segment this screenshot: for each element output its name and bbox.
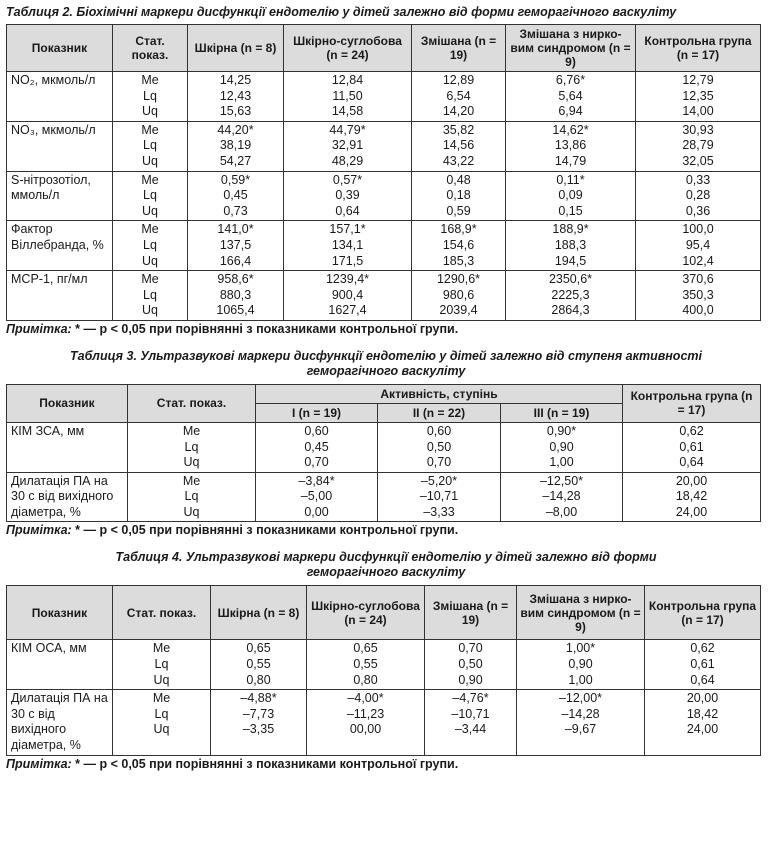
note-text: * — р < 0,05 при порівнянні з показниками контрольної групи. — [71, 523, 459, 538]
table-3-caption — [6, 349, 766, 379]
value-cell — [307, 640, 425, 690]
value-cell — [636, 121, 761, 171]
value-cell — [645, 640, 761, 690]
value: 54,27 — [219, 153, 252, 168]
value: 0,90* — [546, 423, 577, 438]
value-cell — [506, 171, 636, 221]
header-degree-1: I (n = 19) — [256, 403, 378, 422]
value: 0,64 — [690, 672, 715, 687]
value: 0,36 — [685, 203, 711, 218]
value: 24,00 — [686, 722, 719, 737]
value: 102,4 — [682, 253, 714, 268]
value: 32,91 — [331, 138, 364, 153]
value: 880,3 — [219, 287, 252, 302]
value: 0,80 — [353, 672, 378, 687]
value-cell — [307, 690, 425, 755]
value: 0,55 — [246, 657, 271, 672]
value: –8,00 — [545, 504, 578, 519]
value: 1,00* — [565, 641, 596, 656]
value: 12,35 — [682, 88, 714, 103]
value: 350,3 — [682, 287, 714, 302]
value: 0,28 — [685, 188, 711, 203]
value: 958,6* — [217, 272, 254, 287]
value: 28,79 — [682, 138, 714, 153]
value-cell — [636, 171, 761, 221]
value: 14,25 — [219, 73, 252, 87]
stat-label: Uq — [142, 253, 158, 268]
value-cell — [378, 472, 501, 522]
value-cell — [412, 221, 506, 271]
value: 95,4 — [685, 237, 711, 252]
value: 171,5 — [331, 253, 364, 268]
value-cell — [188, 271, 284, 321]
note-label: Примітка: — [6, 756, 72, 771]
value: 188,3 — [554, 237, 587, 252]
value-cell — [412, 72, 506, 122]
header-skin-joint: Шкірно-суглобова (n = 24) — [284, 25, 412, 72]
table-2-caption: Таблиця 2. Біохімічні маркери дисфункції ендотелію у дітей залежно від форми геморагічного васкуліту — [6, 5, 677, 19]
stat-label: Me — [182, 423, 201, 438]
table-row — [7, 72, 761, 122]
value: –3,33 — [423, 504, 455, 519]
header-mixed: Змішана (n = 19) — [425, 586, 517, 640]
stat-cell — [128, 472, 256, 522]
value-cell — [501, 422, 623, 472]
value: 1239,4* — [325, 272, 370, 287]
value: 0,60 — [426, 423, 452, 438]
table-2-note — [6, 322, 766, 337]
stat-label: Lq — [154, 706, 169, 721]
indicator-label: КІМ ОСА, мм — [7, 640, 113, 690]
value: –4,76* — [452, 691, 489, 706]
table-row — [7, 690, 761, 755]
stat-label: Me — [182, 473, 201, 488]
value-cell — [425, 690, 517, 755]
header-control: Контрольна група (n = 17) — [623, 384, 761, 422]
value: 0,61 — [690, 657, 715, 672]
header-degree-3: III (n = 19) — [501, 403, 623, 422]
value: –12,00* — [558, 691, 603, 706]
table-4 — [6, 585, 761, 755]
value: 13,86 — [554, 138, 587, 153]
stat-label: Lq — [184, 489, 199, 504]
value: 0,00 — [304, 504, 329, 519]
stat-label: Uq — [142, 104, 158, 119]
value: 0,18 — [446, 188, 471, 203]
stat-label: Uq — [142, 303, 158, 318]
value: 0,55 — [353, 657, 378, 672]
value: 194,5 — [554, 253, 587, 268]
stat-label: Uq — [183, 455, 200, 470]
value: 0,45 — [223, 188, 248, 203]
table-4-note — [6, 757, 766, 772]
value: 18,42 — [686, 706, 719, 721]
value: 0,15 — [558, 203, 583, 218]
indicator-label: Дилатація ПА на 30 с від вихідного діаметра, % — [7, 472, 128, 522]
value: 11,50 — [332, 88, 363, 103]
value: 1627,4 — [328, 303, 367, 318]
value-cell — [506, 72, 636, 122]
table-row — [7, 221, 761, 271]
value: 14,56 — [442, 138, 475, 153]
value: 0,64 — [679, 455, 704, 470]
stat-label: Lq — [143, 237, 157, 252]
value: 48,29 — [331, 153, 364, 168]
value-cell — [284, 221, 412, 271]
indicator-label: S-нітрозотіол, ммоль/л — [7, 171, 113, 221]
value-cell — [188, 221, 284, 271]
value: 0,57* — [332, 172, 363, 187]
stat-label: Me — [152, 641, 171, 656]
value-cell — [256, 422, 378, 472]
value-cell — [412, 271, 506, 321]
value: –14,28 — [542, 489, 581, 504]
stat-label: Me — [141, 272, 159, 287]
value: 980,6 — [442, 287, 475, 302]
stat-cell — [128, 422, 256, 472]
value: 38,19 — [219, 138, 252, 153]
value: 370,6 — [682, 272, 714, 287]
value-cell — [188, 171, 284, 221]
value: 1065,4 — [216, 303, 255, 318]
stat-label: Lq — [143, 88, 157, 103]
stat-label: Uq — [153, 672, 170, 687]
value: 0,62 — [690, 641, 715, 656]
stat-label: Uq — [142, 203, 158, 218]
header-skin: Шкірна (n = 8) — [211, 586, 307, 640]
header-mixed-renal: Змішана з нирко-вим синдромом (n = 9) — [506, 25, 636, 72]
value-cell — [211, 690, 307, 755]
note-text: * — р < 0,05 при порівнянні з показниками контрольної групи. — [71, 321, 459, 336]
header-skin: Шкірна (n = 8) — [188, 25, 284, 72]
value: 100,0 — [682, 222, 714, 237]
table-3 — [6, 384, 761, 523]
header-indicator: Показник — [7, 586, 113, 640]
stat-cell — [113, 121, 188, 171]
value: 188,9* — [552, 222, 589, 237]
value: 0,11* — [556, 172, 585, 187]
header-skin-joint: Шкірно-суглобова (n = 24) — [307, 586, 425, 640]
table-4-body — [7, 640, 761, 755]
header-degree-2: II (n = 22) — [378, 403, 501, 422]
value: 44,79* — [329, 122, 366, 137]
stat-label: Me — [141, 172, 159, 187]
value-cell — [188, 72, 284, 122]
value: –4,00* — [347, 691, 384, 706]
table-2 — [6, 24, 761, 321]
header-mixed-renal: Змішана з нирко-вим синдромом (n = 9) — [517, 586, 645, 640]
value: 0,70 — [426, 455, 452, 470]
value-cell — [284, 121, 412, 171]
value: –10,71 — [451, 706, 490, 721]
stat-label: Uq — [183, 504, 200, 519]
value: 14,20 — [442, 104, 475, 119]
header-stat: Стат. показ. — [113, 25, 188, 72]
value: 1,00 — [549, 455, 574, 470]
stat-label: Me — [141, 73, 159, 87]
stat-label: Uq — [153, 722, 170, 737]
header-stat: Стат. показ. — [128, 384, 256, 422]
stat-cell — [113, 271, 188, 321]
value: –11,23 — [346, 706, 385, 721]
value: 1,00 — [568, 672, 593, 687]
value-cell — [636, 72, 761, 122]
value: 00,00 — [349, 722, 382, 737]
value: 0,73 — [223, 203, 248, 218]
value: 168,9* — [440, 222, 477, 237]
value: 134,1 — [331, 237, 364, 252]
value: 0,33 — [685, 172, 711, 187]
stat-label: Me — [152, 691, 171, 706]
indicator-label: Фактор Віллебранда, % — [7, 221, 113, 271]
value: 44,20* — [217, 122, 254, 137]
value: 14,00 — [682, 104, 714, 119]
stat-label: Lq — [154, 657, 169, 672]
table-row — [7, 472, 761, 522]
value-cell — [636, 271, 761, 321]
table-4-caption — [6, 550, 766, 580]
value: –3,35 — [242, 722, 275, 737]
value: 6,76* — [555, 73, 586, 87]
value: 12,79 — [682, 73, 714, 87]
value: 24,00 — [675, 504, 708, 519]
value: 0,45 — [304, 439, 329, 454]
stat-cell — [113, 72, 188, 122]
value: 32,05 — [682, 153, 714, 168]
indicator-label: КІМ ЗСА, мм — [7, 422, 128, 472]
value: 0,50 — [426, 439, 452, 454]
value: 141,0* — [217, 222, 254, 237]
value: –9,67 — [564, 722, 597, 737]
table-4-caption-line-2: геморагічного васкуліту — [306, 565, 466, 580]
value: –12,50* — [539, 473, 584, 488]
value-cell — [517, 690, 645, 755]
value: 30,93 — [682, 122, 714, 137]
table-row — [7, 121, 761, 171]
table-row — [7, 271, 761, 321]
note-label: Примітка: — [6, 523, 72, 538]
value: 0,59* — [220, 172, 251, 187]
document-page — [6, 0, 766, 772]
value: 900,4 — [331, 287, 364, 302]
stat-label: Me — [141, 122, 159, 137]
value: 43,22 — [442, 153, 475, 168]
value-cell — [501, 472, 623, 522]
value: 0,65 — [246, 641, 271, 656]
value: –3,84* — [298, 473, 335, 488]
table-3-caption-line-1: Таблиця 3. Ультразвукові маркери дисфункції ендотелію у дітей залежно від ступеня активності — [70, 348, 702, 363]
value: 0,59 — [446, 203, 471, 218]
value-cell — [623, 472, 761, 522]
value: 18,42 — [675, 489, 708, 504]
stat-label: Me — [141, 222, 159, 237]
value: 0,70 — [458, 641, 483, 656]
stat-cell — [113, 690, 211, 755]
value: 0,39 — [335, 188, 360, 203]
table-4-caption-line-1: Таблиця 4. Ультразвукові маркери дисфункції ендотелію у дітей залежно від форми — [115, 550, 657, 565]
value: 0,65 — [353, 641, 378, 656]
value: 0,60 — [304, 423, 329, 438]
value: 0,70 — [304, 455, 329, 470]
value-cell — [284, 72, 412, 122]
value: –4,88* — [240, 691, 277, 706]
stat-cell — [113, 171, 188, 221]
value-cell — [378, 422, 501, 472]
table-row — [7, 640, 761, 690]
header-indicator: Показник — [7, 25, 113, 72]
indicator-label: Дилатація ПА на 30 с від вихідного діаметра, % — [7, 690, 113, 755]
value: 0,64 — [335, 203, 360, 218]
value: –14,28 — [561, 706, 600, 721]
value: 0,50 — [458, 657, 483, 672]
value: 14,79 — [554, 153, 587, 168]
value: 0,61 — [679, 439, 704, 454]
value-cell — [506, 271, 636, 321]
value-cell — [412, 171, 506, 221]
value-cell — [506, 121, 636, 171]
value: 0,90 — [568, 657, 593, 672]
value: 185,3 — [442, 253, 475, 268]
value: 2039,4 — [439, 303, 478, 318]
table-row — [7, 171, 761, 221]
value: 6,94 — [558, 104, 583, 119]
value: 137,5 — [219, 237, 252, 252]
value: 2864,3 — [551, 303, 590, 318]
indicator-label: MCP-1, пг/мл — [7, 271, 113, 321]
table-row — [7, 422, 761, 472]
value: 2225,3 — [551, 287, 590, 302]
value: 5,64 — [558, 88, 583, 103]
table-3-caption-line-2: геморагічного васкуліту — [306, 363, 466, 378]
value: 14,58 — [331, 104, 364, 119]
value: –7,73 — [242, 706, 275, 721]
value: 12,89 — [442, 73, 475, 87]
table-3-body — [7, 422, 761, 522]
stat-label: Lq — [143, 188, 157, 203]
value: –3,44 — [454, 722, 487, 737]
value: 14,62* — [552, 122, 589, 137]
stat-label: Lq — [184, 439, 199, 454]
stat-cell — [113, 221, 188, 271]
indicator-label: NO₂, мкмоль/л — [7, 72, 113, 122]
value-cell — [211, 640, 307, 690]
header-indicator: Показник — [7, 384, 128, 422]
value: –5,20* — [420, 473, 458, 488]
note-label: Примітка: — [6, 321, 72, 336]
value: 0,62 — [679, 423, 704, 438]
value-cell — [517, 640, 645, 690]
value: 154,6 — [442, 237, 475, 252]
value-cell — [506, 221, 636, 271]
stat-label: Lq — [143, 138, 157, 153]
indicator-label: NO₃, мкмоль/л — [7, 121, 113, 171]
stat-label: Lq — [143, 287, 157, 302]
stat-label: Uq — [142, 153, 158, 168]
value-cell — [636, 221, 761, 271]
header-activity: Активність, ступінь — [256, 384, 623, 403]
value: –10,71 — [419, 489, 459, 504]
value-cell — [284, 171, 412, 221]
value: 400,0 — [682, 303, 714, 318]
header-mixed: Змішана (n = 19) — [412, 25, 506, 72]
value-cell — [284, 271, 412, 321]
value: 0,90 — [458, 672, 483, 687]
value-cell — [645, 690, 761, 755]
value-cell — [188, 121, 284, 171]
value-cell — [256, 472, 378, 522]
value: 0,80 — [246, 672, 271, 687]
value: 35,82 — [442, 122, 475, 137]
value: –5,00 — [300, 489, 333, 504]
value: 0,48 — [446, 172, 471, 187]
table-3-note — [6, 523, 766, 538]
value-cell — [412, 121, 506, 171]
value: 2350,6* — [548, 272, 593, 287]
stat-cell — [113, 640, 211, 690]
value: 0,09 — [558, 188, 583, 203]
value: 12,84 — [331, 73, 364, 87]
value: 1290,6* — [436, 272, 481, 287]
value: 6,54 — [446, 88, 471, 103]
note-text: * — р < 0,05 при порівнянні з показниками контрольної групи. — [71, 756, 459, 771]
value-cell — [425, 640, 517, 690]
value: 157,1* — [329, 222, 366, 237]
header-stat: Стат. показ. — [113, 586, 211, 640]
value-cell — [623, 422, 761, 472]
header-control: Контрольна група (n = 17) — [645, 586, 761, 640]
header-control: Контрольна група (n = 17) — [636, 25, 761, 72]
value: 20,00 — [675, 473, 708, 488]
value: 0,90 — [549, 439, 574, 454]
value: 20,00 — [686, 691, 719, 706]
table-2-body — [7, 72, 761, 321]
value: 15,63 — [219, 104, 252, 119]
value: 12,43 — [219, 88, 252, 103]
value: 166,4 — [219, 253, 252, 268]
